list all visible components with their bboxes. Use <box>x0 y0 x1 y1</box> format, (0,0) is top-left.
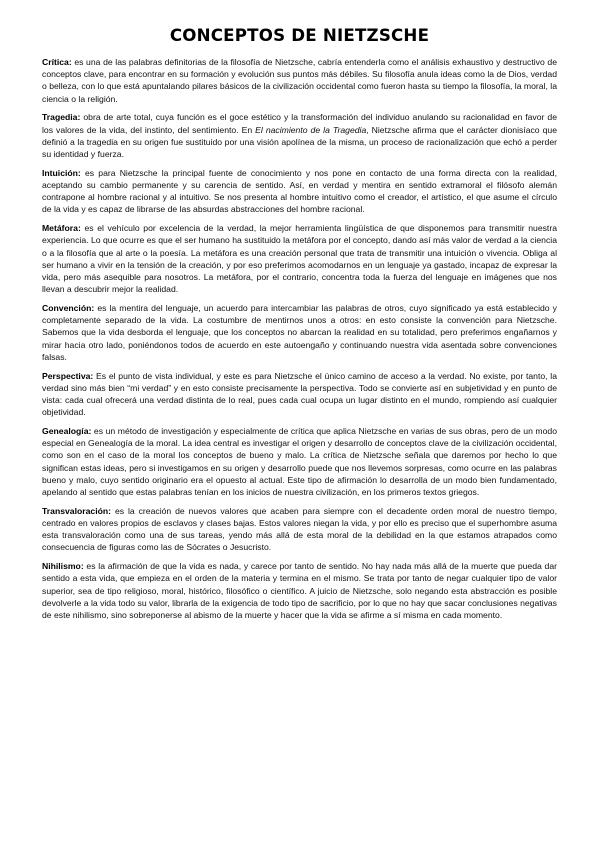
entry-text: es la mentira del lenguaje, un acuerdo para intercambiar las palabras de otros, cuyo significado ya está establecido y completamente separado de la vida. La costumbre de mentirnos unos a otros: en esto consiste la convención para Nietzsche. Sabemos que la vida desborda el lenguaje, que los conceptos no abarcan la realidad en su totalidad, pero preferimos engañarnos y mirar hacia otro lado, poniéndonos todos de acuerdo en este autoengaño y continuando nuestra vida asentada sobre convenciones falsas. <box>42 303 557 362</box>
entry-text: es el vehículo por excelencia de la verdad, la mejor herramienta lingüística de que disponemos para transmitir nuestra experiencia. Lo que ocurre es que el ser humano ha sustituido la metáfora por el concepto, dando así más valor de verdad a la ciencia o a la filosofía que al arte o la poesía. La metáfora es una creación personal que trata de transmitir una intuición o vivencia. Obliga al ser humano a vivir en la tensión de la creación, y por eso preferimos acomodarnos en un lenguaje ya gastado, incapaz de expresar la vida, pero más asequible para nosotros. La metáfora, por el contrario, concentra toda la fuerza del lenguaje en imágenes que nos llevan a descubrir mejor la realidad. <box>42 223 557 295</box>
entry-transvaloracion <box>42 505 557 554</box>
entry-term: Transvaloración: <box>42 505 112 516</box>
entry-text: es un método de investigación y especialmente de crítica que aplica Nietzsche en varias de sus obras, pero de un modo especial en Genealogía de la moral. La idea central es investigar el origen y desarrollo de conceptos clave de la civilización occidental, como son en el caso de la moral los conceptos de bueno y malo. La crítica de Nietzsche señala que daremos por hecho lo que significan estas ideas, pero si investigamos en su origen y desarrollo puede que nos llevemos sorpresas, como ocurre en las palabras bueno y malo, cuyo sentido originario era el opuesto al actual. Este tipo de afirmación lo desarrolla de un modo bien fundamentado, apelando al sentido que estas palabras tenían en los inicios de nuestra civilización, en los primeros textos griegos. <box>42 426 557 498</box>
entry-term: Intuición: <box>42 167 81 178</box>
entry-text: es la afirmación de que la vida es nada, y carece por tanto de sentido. No hay nada más allá de la muerte que pueda dar sentido a esta vida, que empieza en el orden de la materia y termina en el mismo. Se trata por tanto de negar cualquier tipo de valor superior, sea de tipo religioso, moral, histórico, filosófico o científico. A juicio de Nietzsche, solo negando esta abstracción es posible devolverle a la vida todo su valor, librarla de la exigencia de todo tipo de sacrificio, por lo que no hay que sacar conclusiones negativas de este nihilismo, sino sobreponerse al abismo de la muerte y hacer que la vida se afirme a sí misma en cada momento. <box>42 561 557 621</box>
entry-genealogia <box>42 425 557 498</box>
entry-term: Tragedia: <box>42 112 81 123</box>
entry-text: , Nietzsche afirma que el carácter dionisíaco que definió a la tragedia en su origen fue sustituido por una visión apolínea de la misma, un proceso de racionalización que echó a perder su identidad y fuerza. <box>42 124 557 160</box>
entry-convencion <box>42 302 557 363</box>
entry-term: Convención: <box>42 303 95 314</box>
entry-intuicion <box>42 167 557 216</box>
entry-critica <box>42 56 557 105</box>
entry-perspectiva <box>42 370 557 419</box>
entry-term: Metáfora: <box>42 223 81 234</box>
book-title: El nacimiento de la Tragedia <box>255 124 367 135</box>
entry-text: Es el punto de vista individual, y este es para Nietzsche el único camino de acceso a la verdad. No existe, por tanto, la verdad sino más bien “mi verdad” y en esto consiste precisamente la perspectiva. Todo se convierte así en subjetividad y en punto de vista: cada cual ofrecerá una verdad distinta de lo real, pues cada cual ocupa un lugar distinto en el mundo, rompiendo así cualquier objetividad. <box>42 370 557 418</box>
entry-nihilismo <box>42 560 557 621</box>
entry-tragedia <box>42 111 557 160</box>
entry-term: Perspectiva: <box>42 370 94 381</box>
entry-text: es la creación de nuevos valores que acaben para siempre con el decadente orden moral de nuestro tiempo, centrado en valores propios de esclavos y clases bajas. Estos valores niegan la vida, y por ello es preciso que el superhombre asuma esta transvaloración como una de sus tareas, yendo más allá de esta moral de la debilidad en la que estamos atrapados como consecuencia de figuras como las de Sócrates o Jesucristo. <box>42 505 557 553</box>
entry-text: es para Nietzsche la principal fuente de conocimiento y nos pone en contacto de una forma directa con la realidad, aceptando su cambio permanente y su carencia de sentido. Así, en verdad y mentira en sentido extramoral el filósofo alemán contrapone al hombre racional y al intuitivo. Se nos presenta al hombre intuitivo como el creador, el artístico, el que asume el círculo de la vida y es capaz de librarse de las absurdas abstracciones del hombre racional. <box>42 167 557 215</box>
entry-term: Genealogía: <box>42 426 92 437</box>
entry-term: Crítica: <box>42 57 72 67</box>
entry-text: es una de las palabras definitorias de la filosofía de Nietzsche, cabría entenderla como el análisis exhaustivo y destructivo de conceptos clave, para encontrar en su formación y evolución sus puntos más débiles. Su filosofía anula ideas como la de Dios, verdad o belleza, con lo que está apuntalando pilares básicos de la civilización occidental como fueron hasta su tiempo la filosofía, la moral, la ciencia o la religión. <box>42 57 557 104</box>
entry-text: obra de arte total, cuya función es el goce estético y la transformación del individuo anulando su racionalidad en favor de los valores de la vida, del instinto, del sentimiento. En <box>42 112 557 135</box>
document-title: CONCEPTOS DE NIETZSCHE <box>169 26 430 46</box>
entry-term: Nihilismo: <box>42 561 84 572</box>
entry-metafora <box>42 222 557 295</box>
